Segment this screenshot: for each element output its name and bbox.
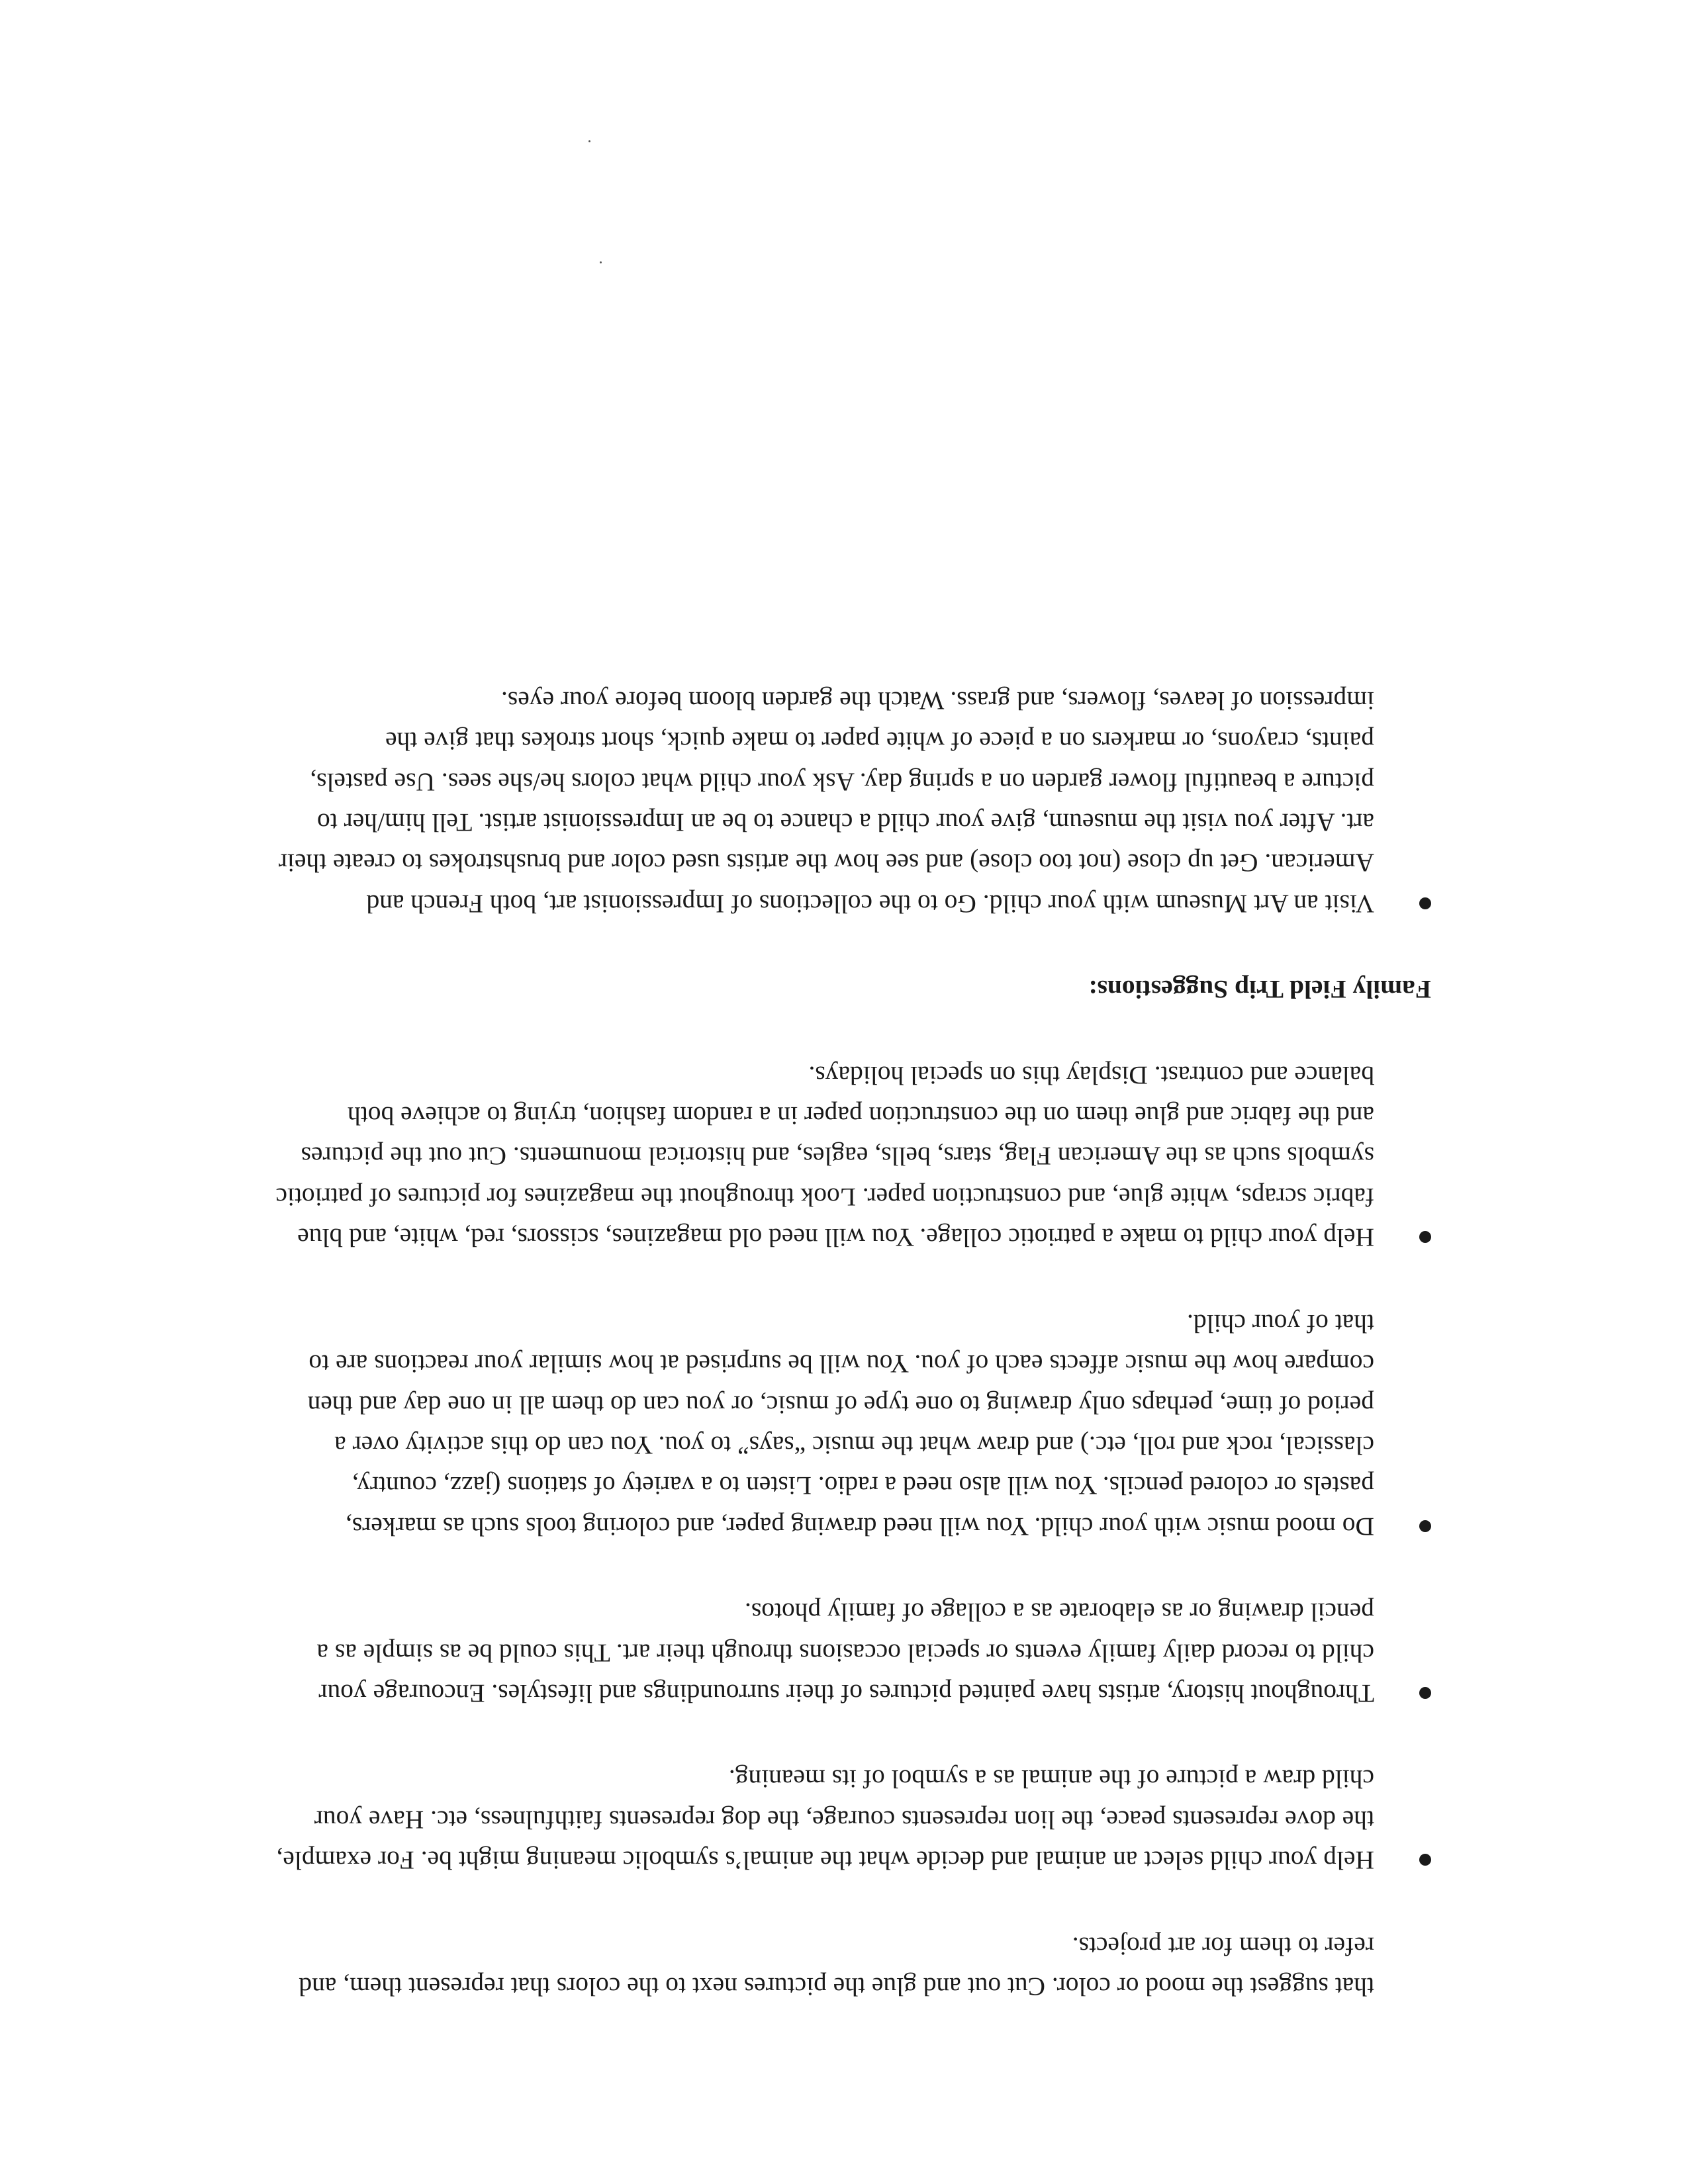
list-item	[272, 1054, 1374, 1257]
activity-list	[272, 1054, 1374, 1880]
list-item	[272, 680, 1374, 923]
scan-speck	[588, 140, 590, 142]
list-item	[272, 1302, 1374, 1546]
activity-text: Throughout history, artists have painted pictures of their surroundings and lifestyles. Encourage your child to record daily family events or special occasions through their art. This could be as simple as a pencil drawing or as elaborate as a collage of family photos.	[316, 1598, 1374, 1708]
bullet-icon	[1419, 1854, 1431, 1866]
activity-text: Help your child select an animal and decide what the animal’s symbolic meaning might be. For example, the dove represents peace, the lion represents courage, the dog represents faithfulness, etc. Have your child draw a picture of the animal as a symbol of its meaning.	[276, 1764, 1374, 1876]
bullet-icon	[1419, 1687, 1431, 1699]
list-item	[272, 1758, 1374, 1880]
scan-speck	[600, 261, 602, 263]
activity-text: Do mood music with your child. You will need drawing paper, and coloring tools such as markers, pastels or colored pencils. You will also need a radio. Listen to a variety of stations (jazz, country, classical, rock and roll, etc.) and draw what the music “says” to you. You can do this activity over a period of time, perhaps only drawing to one type of music, or you can do them all in one day and then compare how the music affects each of you. You will be surprised at how similar your reactions are to that of your child.	[307, 1308, 1374, 1541]
bullet-icon	[1419, 897, 1431, 909]
field-trip-text: Visit an Art Museum with your child. Go to the collections of Impressionist art, both French and American. Get up close (not too close) and see how the artists used color and brushstrokes to create their art. After you visit the museum, give your child a chance to be an Impressionist artist. Tell him/her to picture a beautiful flower garden on a spring day. Ask your child what colors he/she sees. Use pastels, paints, crayons, or markers on a piece of white paper to make quick, short strokes that give the impression of leaves, flowers, and grass. Watch the garden bloom before your eyes.	[278, 686, 1374, 919]
activity-text: Help your child to make a patriotic collage. You will need old magazines, scissors, red, white, and blue fabric scraps, white glue, and construction paper. Look throughout the magazines for pictures of patriotic symbols such as the American Flag, stars, bells, eagles, and historical monuments. Cut out the pictures and the fabric and glue them on the construction paper in a random fashion, trying to achieve both balance and contrast. Display this on special holidays.	[275, 1060, 1374, 1253]
document-body	[272, 680, 1431, 2007]
bullet-icon	[1419, 1520, 1431, 1532]
bullet-icon	[1419, 1231, 1431, 1243]
continuation-paragraph: that suggest the mood or color. Cut out and glue the pictures next to the colors that represent them, and refer to them for art projects.	[299, 1931, 1374, 2001]
field-trip-list	[272, 680, 1374, 923]
list-item	[272, 1592, 1374, 1713]
section-heading: Family Field Trip Suggestions:	[1088, 975, 1431, 1005]
